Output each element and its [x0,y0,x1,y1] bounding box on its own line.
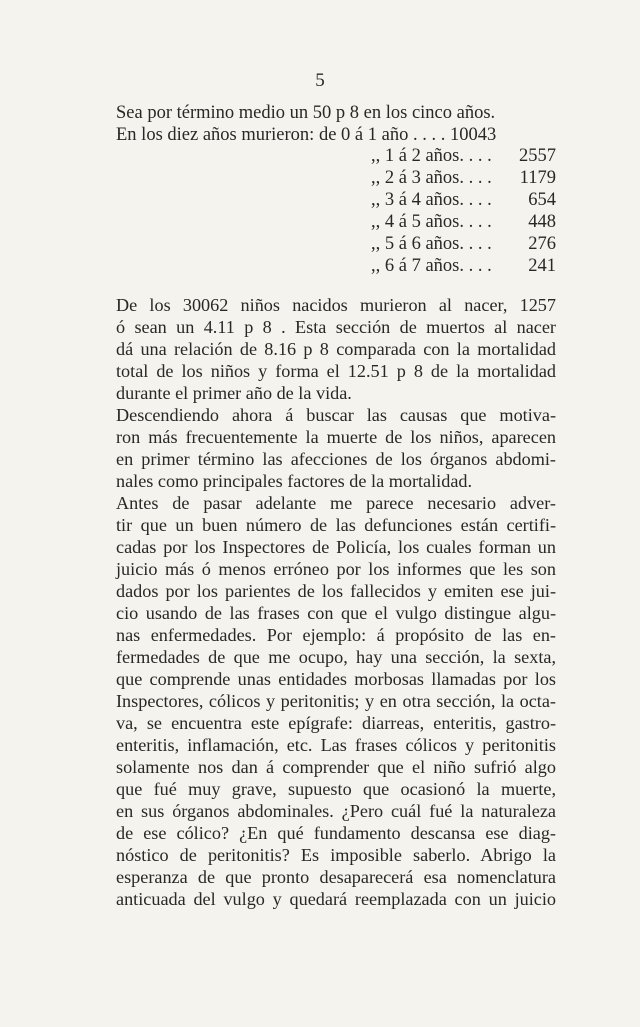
text-line: De los 30062 niños nacidos murieron al nacer, 1257 [116,295,556,315]
text-line: cadas por los Inspectores de Policía, los cuales forman un [116,537,556,557]
text-line: dá una relación de 8.16 p 8 comparada con la mortalidad [116,339,556,359]
text-line: va, se encuentra este epígrafe: diarreas, enteritis, gastro- [116,713,556,733]
table-row [116,234,556,256]
death-count: 276 [528,234,556,254]
text-line: total de los niños y forma el 12.51 p 8 de la mortalidad [116,361,556,381]
death-count: 2557 [519,146,556,166]
text-line: que fué muy grave, supuesto que ocasionó la muerte, [116,779,556,799]
text-line: ron más frecuentemente la muerte de los niños, aparecen [116,427,556,447]
text-line: solamente nos dan á comprender que el niño sufrió algo [116,757,556,777]
paragraph [84,294,556,404]
text-line: en sus órganos abdominales. ¿Pero cuál fué la naturaleza [116,801,556,821]
intro-line: En los diez años murieron: de 0 á 1 año . . . . 10043 [116,125,497,145]
text-line: en primer término las afecciones de los órganos abdomi- [116,449,556,469]
text-line: cio usando de las frases con que el vulgo distingue algu- [116,603,556,623]
table-row [116,256,556,278]
death-count: 1179 [519,168,556,188]
age-range-label: ,, 4 á 5 años. . . . [371,212,492,232]
age-range-label: ,, 2 á 3 años. . . . [371,168,492,188]
text-line: dados por los parientes de los fallecidos y emiten ese jui- [116,581,556,601]
table-row [116,168,556,190]
table-row [116,190,556,212]
text-line: nales como principales factores de la mortalidad. [116,471,473,491]
mortality-table [116,146,556,278]
age-range-label: ,, 1 á 2 años. . . . [371,146,492,166]
page-number: 5 [315,70,325,91]
text-line: fermedades de que me ocupo, hay una sección, la sexta, [116,647,556,667]
age-range-label: ,, 6 á 7 años. . . . [371,256,492,276]
paragraph [84,404,556,492]
text-line: durante el primer año de la vida. [116,383,352,403]
intro-block [116,102,556,146]
text-line: tir que un buen número de las defunciones están certifi- [116,515,556,535]
text-line: Inspectores, cólicos y peritonitis; y en otra sección, la octa- [116,691,556,711]
text-line: nas enfermedades. Por ejemplo: á propósito de las en- [116,625,556,645]
text-line: de ese cólico? ¿En qué fundamento descansa ese diag- [116,823,556,843]
text-line: Descendiendo ahora á buscar las causas que motiva- [116,405,556,425]
paragraph [84,492,556,910]
text-line: Antes de pasar adelante me parece necesario adver- [116,493,556,513]
text-line: nóstico de peritonitis? Es imposible saberlo. Abrigo la [116,845,556,865]
text-line: que comprende unas entidades morbosas llamadas por los [116,669,556,689]
text-line: juicio más ó menos erróneo por los informes que les son [116,559,556,579]
text-line: ó sean un 4.11 p 8 . Esta sección de muertos al nacer [116,317,556,337]
table-row [116,212,556,234]
death-count: 241 [528,256,556,276]
death-count: 654 [528,190,556,210]
intro-line: Sea por término medio un 50 p 8 en los cinco años. [116,103,496,123]
body-text [84,294,556,910]
death-count: 448 [528,212,556,232]
age-range-label: ,, 5 á 6 años. . . . [371,234,492,254]
text-line: anticuada del vulgo y quedará reemplazada con un juicio [116,889,556,909]
text-line: enteritis, inflamación, etc. Las frases cólicos y peritonitis [116,735,556,755]
table-row [116,146,556,168]
age-range-label: ,, 3 á 4 años. . . . [371,190,492,210]
text-line: esperanza de que pronto desaparecerá esa nomenclatura [116,867,556,887]
